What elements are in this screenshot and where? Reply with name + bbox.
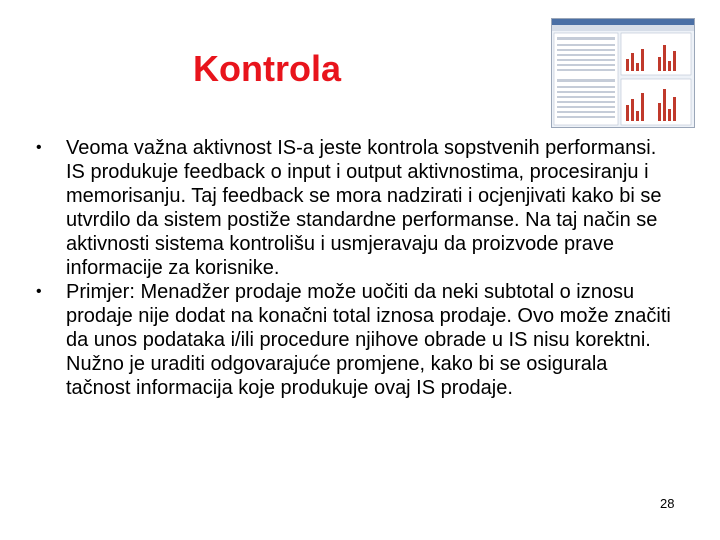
report-screenshot-thumbnail — [551, 18, 695, 128]
page-number: 28 — [660, 496, 675, 511]
bullet-item — [36, 280, 676, 400]
bullet-text: Primjer: Menadžer prodaje može uočiti da neki subtotal o iznosu prodaje nije dodat na konačni total iznosa prodaje. Ovo može značiti da unos podataka i/ili procedure njihove obrade u IS nisu korektni. Nužno je uraditi odgovarajuće promjene, kako bi se osigurala tačnost informacija koje produkuje ovaj IS prodaje. — [66, 281, 671, 399]
bullet-text: Veoma važna aktivnost IS-a jeste kontrola sopstvenih performansi. IS produkuje feedback o input i output aktivnostima, procesiranju i memorisanju. Taj feedback se mora nadzirati i ocjenjivati kako bi se utvrdilo da sistem postiže standardne performanse. Na taj način se aktivnosti sistema kontrolišu i usmjeravaju da proizvode prave informacije za korisnike. — [66, 137, 662, 279]
bullet-glyph: • — [36, 139, 42, 156]
bullet-list — [36, 136, 676, 400]
slide-title: Kontrola — [193, 48, 341, 89]
bullet-glyph: • — [36, 283, 42, 300]
bullet-item — [36, 136, 676, 280]
report-screenshot-icon — [552, 19, 694, 127]
